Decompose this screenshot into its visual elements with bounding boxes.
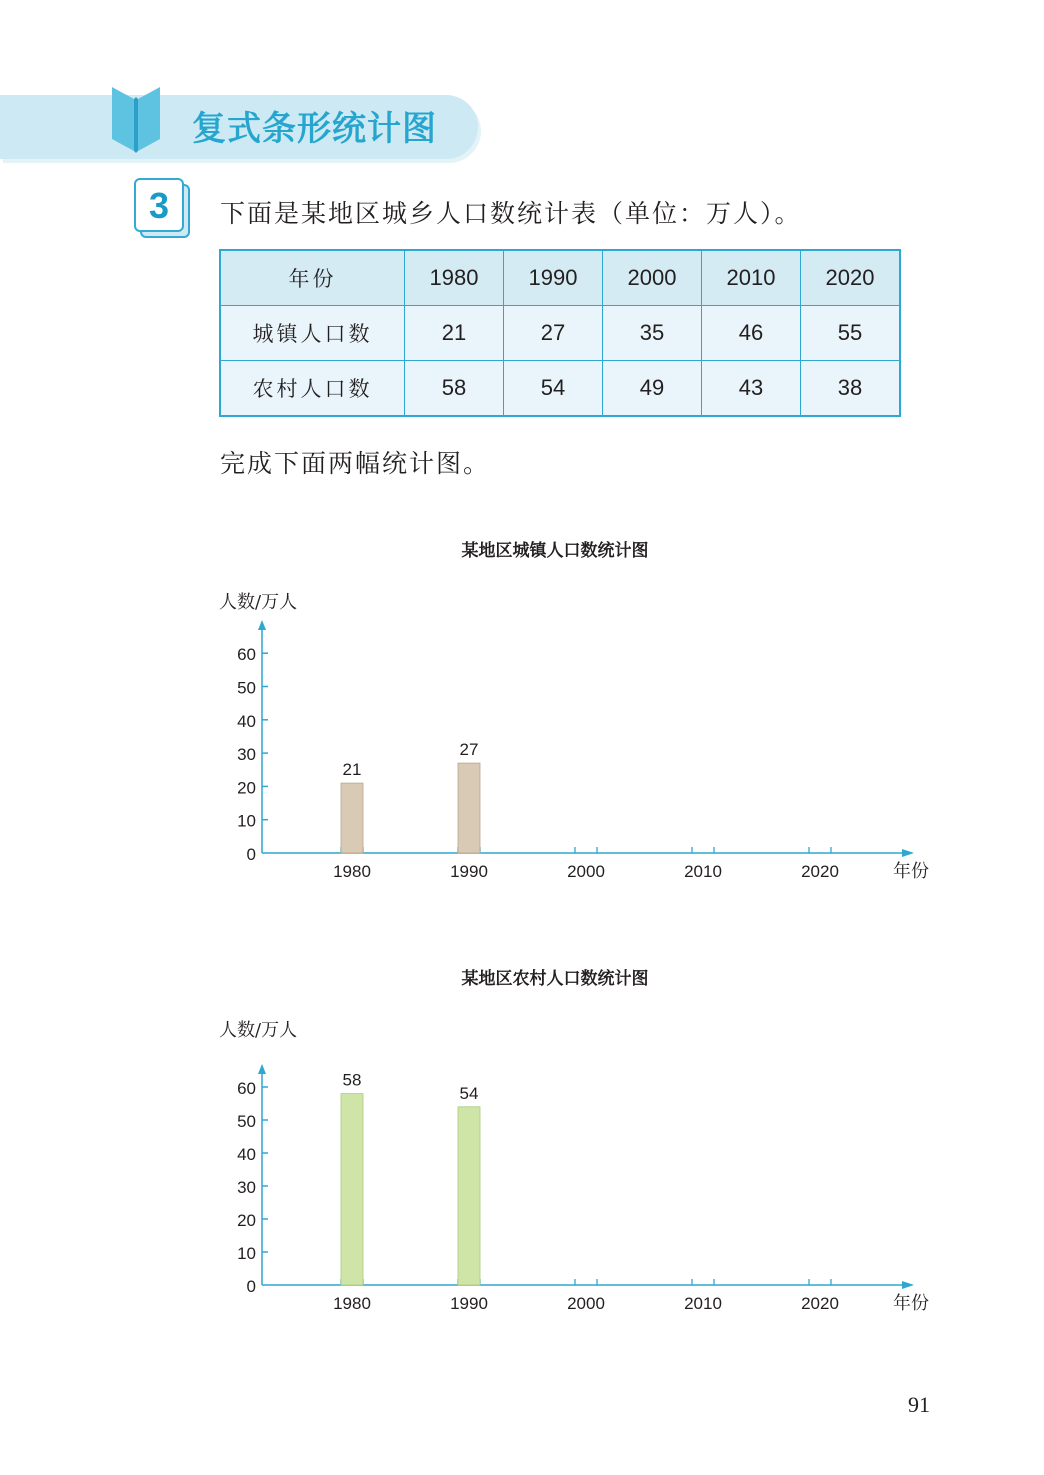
- y-tick-label: 40: [237, 1145, 256, 1164]
- rural-population-chart: [0, 950, 1044, 1330]
- data-label: 54: [459, 1083, 479, 1103]
- table-row-label: 农村人口数: [220, 361, 405, 417]
- y-tick-label: 30: [237, 745, 256, 765]
- exercise-number: 3: [134, 178, 184, 232]
- bar: [458, 1107, 480, 1285]
- x-tick-label: 2010: [684, 862, 722, 881]
- table-cell: 27: [504, 306, 603, 361]
- y-tick-label: 0: [246, 1277, 256, 1296]
- bar: [341, 783, 363, 853]
- section-banner: [0, 95, 478, 159]
- y-tick-label: 0: [246, 845, 256, 864]
- x-tick-label: 1990: [450, 862, 488, 881]
- y-tick-label: 50: [237, 678, 256, 698]
- table-year: 2010: [702, 250, 801, 306]
- x-tick-label: 1990: [450, 1294, 488, 1313]
- x-tick-label: 1980: [333, 862, 371, 881]
- table-cell: 46: [702, 306, 801, 361]
- bar: [341, 1094, 363, 1285]
- table-cell: 55: [801, 306, 901, 361]
- page-number: 91: [908, 1392, 930, 1417]
- bar: [458, 763, 480, 853]
- exercise-number-badge: [134, 178, 192, 240]
- table-cell: 49: [603, 361, 702, 417]
- x-axis-label: 年份: [893, 1293, 929, 1314]
- y-tick-label: 20: [237, 778, 256, 798]
- table-cell: 38: [801, 361, 901, 417]
- table-cell: 54: [504, 361, 603, 417]
- table-year: 2000: [603, 250, 702, 306]
- chart-title: 某地区农村人口数统计图: [461, 969, 649, 989]
- exercise-intro: 下面是某地区城乡人口数统计表（单位：万人）。: [220, 199, 802, 228]
- table-row-urban: [220, 306, 900, 361]
- data-label: 21: [342, 760, 362, 780]
- table-cell: 58: [405, 361, 504, 417]
- y-tick-label: 60: [237, 1079, 256, 1098]
- x-tick-label: 1980: [333, 1294, 371, 1313]
- table-header-row: [220, 250, 900, 306]
- table-cell: 21: [405, 306, 504, 361]
- y-tick-label: 20: [237, 1211, 256, 1230]
- x-axis-arrow: [902, 1281, 914, 1289]
- x-tick-label: 2010: [684, 1294, 722, 1313]
- table-row-label: 城镇人口数: [220, 306, 405, 361]
- section-title: 复式条形统计图: [192, 109, 437, 149]
- x-tick-label: 2020: [801, 862, 839, 881]
- y-tick-label: 10: [237, 811, 256, 831]
- y-axis-label: 人数/万人: [219, 592, 298, 613]
- y-axis-label: 人数/万人: [219, 1020, 298, 1041]
- chart-title: 某地区城镇人口数统计图: [461, 541, 649, 561]
- x-axis-label: 年份: [893, 861, 929, 882]
- table-cell: 43: [702, 361, 801, 417]
- open-book-icon: [108, 81, 164, 155]
- y-axis-arrow: [258, 1064, 266, 1074]
- table-header-label: 年份: [220, 250, 405, 306]
- y-tick-label: 30: [237, 1178, 256, 1197]
- population-table: [219, 249, 901, 417]
- table-row-rural: [220, 361, 900, 417]
- y-axis-arrow: [258, 620, 266, 630]
- y-tick-label: 50: [237, 1112, 256, 1131]
- y-tick-label: 40: [237, 711, 256, 731]
- x-tick-label: 2020: [801, 1294, 839, 1313]
- table-year: 1990: [504, 250, 603, 306]
- y-tick-label: 10: [237, 1244, 256, 1263]
- x-tick-label: 2000: [567, 1294, 605, 1313]
- x-tick-label: 2000: [567, 862, 605, 881]
- x-axis-arrow: [902, 849, 914, 857]
- urban-population-chart: [0, 520, 1044, 900]
- data-label: 58: [342, 1070, 362, 1090]
- y-tick-label: 60: [237, 645, 256, 665]
- table-year: 2020: [801, 250, 901, 306]
- table-cell: 35: [603, 306, 702, 361]
- data-label: 27: [459, 740, 479, 760]
- table-year: 1980: [405, 250, 504, 306]
- exercise-instruction: 完成下面两幅统计图。: [220, 449, 491, 478]
